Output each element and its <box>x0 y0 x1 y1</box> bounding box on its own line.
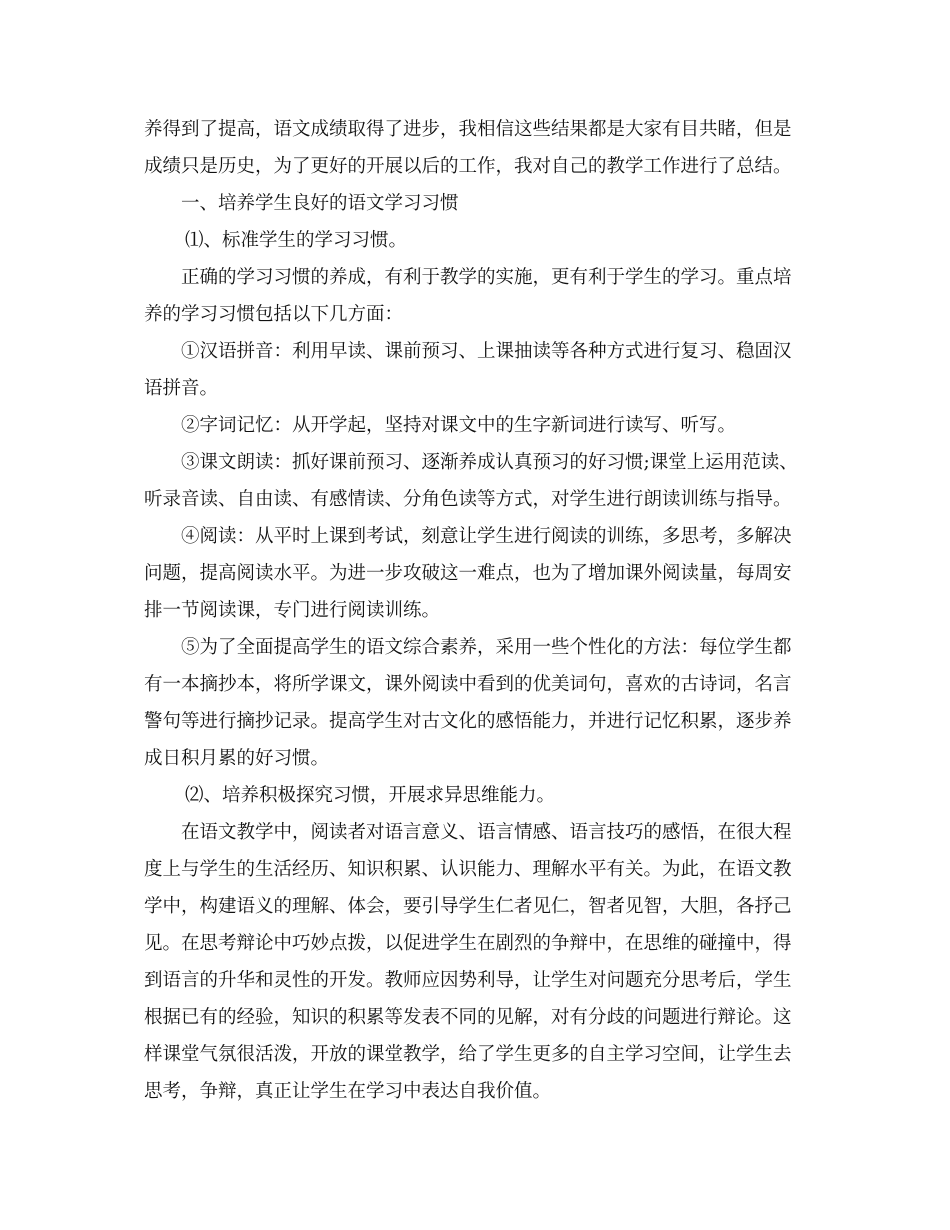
list-item: ⑤为了全面提高学生的语文综合素养，采用一些个性化的方法：每位学生都有一本摘抄本，将所学课文，课外阅读中看到的优美词句，喜欢的古诗词，名言警句等进行摘抄记录。提高学生对古文化的感悟能力，并进行记忆积累，逐步养成日积月累的好习惯。 <box>144 637 792 769</box>
document-body <box>144 111 808 1110</box>
paragraph: 在语文教学中，阅读者对语言意义、语言情感、语言技巧的感悟，在很大程度上与学生的生活经历、知识积累、认识能力、理解水平有关。为此，在语文教学中，构建语义的理解、体会，要引导学生仁者见仁，智者见智，大胆，各抒己见。在思考辩论中巧妙点拨，以促进学生在剧烈的争辩中，在思维的碰撞中，得到语言的升华和灵性的开发。教师应因势利导，让学生对问题充分思考后，学生根据已有的经验，知识的积累等发表不同的见解，对有分歧的问题进行辩论。这样课堂气氛很活泼，开放的课堂教学，给了学生更多的自主学习空间，让学生去思考，争辩，真正让学生在学习中表达自我价值。 <box>144 822 792 1102</box>
list-item: ④阅读：从平时上课到考试，刻意让学生进行阅读的训练，多思考，多解决问题，提高阅读水平。为进一步攻破这一难点，也为了增加课外阅读量，每周安排一节阅读课，专门进行阅读训练。 <box>144 526 792 621</box>
paragraph-continuation: 养得到了提高，语文成绩取得了进步，我相信这些结果都是大家有目共睹，但是成绩只是历史，为了更好的开展以后的工作，我对自己的教学工作进行了总结。 <box>144 119 792 177</box>
list-item: ①汉语拼音：利用早读、课前预习、上课抽读等各种方式进行复习、稳固汉语拼音。 <box>144 341 792 399</box>
subsection-heading: ⑵、培养积极探究习惯，开展求异思维能力。 <box>185 785 556 806</box>
list-item: ②字词记忆：从开学起，坚持对课文中的生字新词进行读写、听写。 <box>181 415 737 436</box>
subsection-heading: ⑴、标准学生的学习习惯。 <box>185 230 408 251</box>
section-heading: 一、培养学生良好的语文学习习惯 <box>181 193 459 214</box>
paragraph: 正确的学习习惯的养成，有利于教学的实施，更有利于学生的学习。重点培养的学习习惯包括以下几方面： <box>144 267 792 325</box>
list-item: ③课文朗读：抓好课前预习、逐渐养成认真预习的好习惯;课堂上运用范读、听录音读、自由读、有感情读、分角色读等方式，对学生进行朗读训练与指导。 <box>144 452 798 510</box>
